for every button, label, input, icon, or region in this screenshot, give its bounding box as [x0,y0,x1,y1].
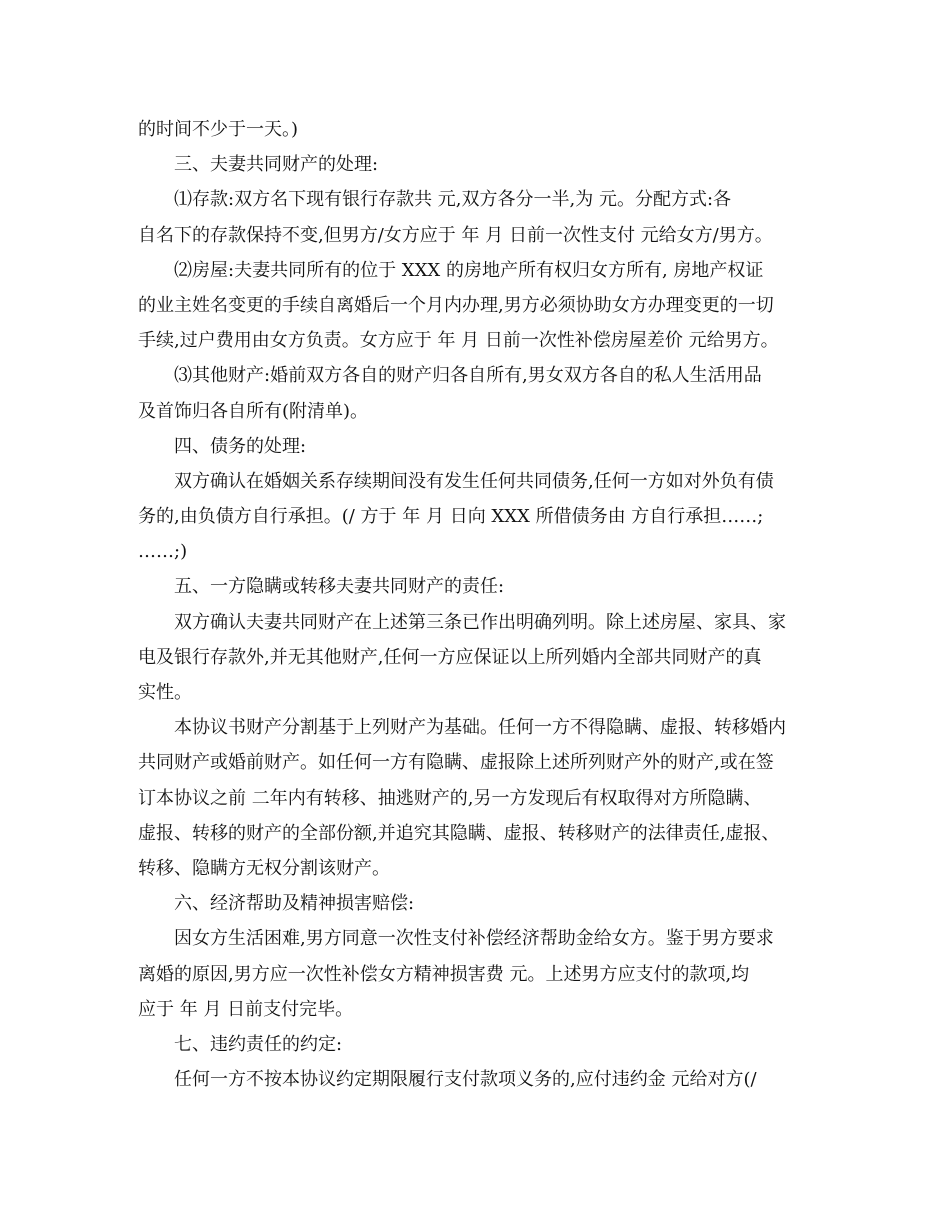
text-line: ……;) [138,541,188,563]
text-line: 的时间不少于一天。) [138,119,299,140]
text-line: 七、违约责任的约定: [174,1033,343,1055]
document-page [138,112,828,1097]
text-line: 五、一方隐瞒或转移夫妻共同财产的责任: [174,576,505,598]
text-line: 本协议书财产分割基于上列财产为基础。任何一方不得隐瞒、虚报、转移婚内 [174,717,786,739]
text-line: 转移、隐瞒方无权分割该财产。 [138,857,390,879]
text-line: 因女方生活困难,男方同意一次性支付补偿经济帮助金给女方。鉴于男方要求 [174,928,774,950]
text-line: 离婚的原因,男方应一次性补偿女方精神损害费 元。上述男方应支付的款项,均 [138,963,750,985]
text-line: 实性。 [138,682,192,703]
text-line: 双方确认夫妻共同财产在上述第三条已作出明确列明。除上述房屋、家具、家 [174,611,786,633]
text-line: 共同财产或婚前财产。如任何一方有隐瞒、虚报除上述所列财产外的财产,或在签 [138,752,774,774]
text-line: 订本协议之前 二年内有转移、抽逃财产的,另一方发现后有权取得对方所隐瞒、 [138,787,762,809]
text-line: ⑶其他财产:婚前双方各自的财产归各自所有,男女双方各自的私人生活用品 [174,365,762,387]
text-line: 自名下的存款保持不变,但男方/女方应于 年 月 日前一次性支付 元给女方/男方。 [138,224,773,246]
text-line: 虚报、转移的财产的全部份额,并追究其隐瞒、虚报、转移财产的法律责任,虚报、 [138,822,780,844]
text-line: ⑴存款:双方名下现有银行存款共 元,双方各分一半,为 元。分配方式:各 [174,189,732,211]
text-line: 六、经济帮助及精神损害赔偿: [174,893,415,915]
text-line: 的业主姓名变更的手续自离婚后一个月内办理,男方必须协助女方办理变更的一切 [138,294,774,316]
text-line: 三、夫妻共同财产的处理: [174,154,379,176]
text-line: 任何一方不按本协议约定期限履行支付款项义务的,应付违约金 元给对方(/ [174,1069,757,1091]
text-line: 手续,过户费用由女方负责。女方应于 年 月 日前一次性补偿房屋差价 元给男方。 [138,330,779,352]
text-line: 双方确认在婚姻关系存续期间没有发生任何共同债务,任何一方如对外负有债 [174,470,774,492]
text-line: 务的,由负债方自行承担。(/ 方于 年 月 日向 XXX 所借债务由 方自行承担……; [138,506,764,528]
text-line: ⑵房屋:夫妻共同所有的位于 XXX 的房地产所有权归女方所有, 房地产权证 [174,259,764,281]
text-line: 四、债务的处理: [174,435,307,457]
text-line: 应于 年 月 日前支付完毕。 [138,998,354,1020]
text-line: 及首饰归各自所有(附清单)。 [138,400,369,422]
text-line: 电及银行存款外,并无其他财产,任何一方应保证以上所列婚内全部共同财产的真 [138,646,762,668]
